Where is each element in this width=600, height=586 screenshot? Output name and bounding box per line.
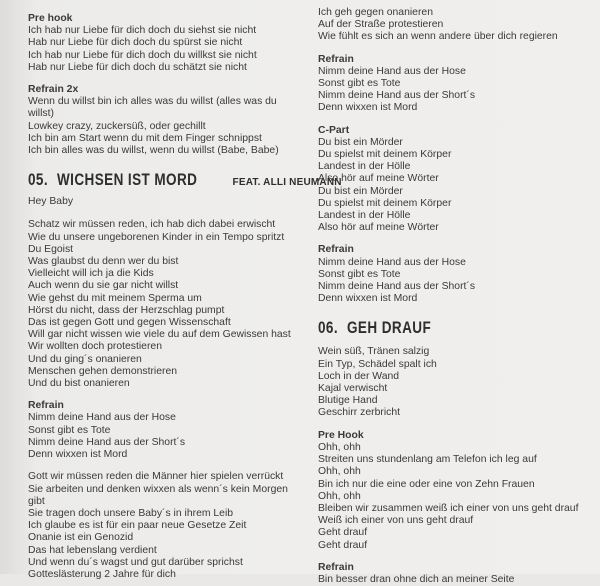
song-number: 05. <box>28 171 49 190</box>
section-heading: Refrain <box>318 244 354 256</box>
lyric-line: Du spielst mit deinem Körper <box>318 149 452 161</box>
section-heading: Pre Hook <box>318 429 364 441</box>
refrain-lines <box>318 257 593 306</box>
section-heading: Refrain <box>318 561 354 573</box>
lyric-line: Bin ich nur die eine oder eine von Zehn Frauen <box>318 478 535 490</box>
lyric-line: Sonst gibt es Tote <box>28 424 111 436</box>
lyric-line: Ohh, ohh <box>318 490 361 502</box>
lyric-line: Gotteslästerung 2 Jahre für dich <box>28 568 176 580</box>
song-name: WICHSEN IST MORD <box>56 171 198 190</box>
lyric-line: Das hat lebenslang verdient <box>28 544 157 556</box>
lyric-line: Wein süß, Tränen salzig <box>318 346 430 358</box>
lyric-line: Du bist ein Mörder <box>318 185 403 197</box>
refrain2x-lines <box>28 96 310 157</box>
lyric-line: Loch in der Wand <box>318 370 400 382</box>
lyric-line: Hab nur Liebe für dich doch du schätzt sie nicht <box>28 61 247 73</box>
section-heading: Refrain <box>28 400 64 412</box>
lyric-line: Geschirr zerbricht <box>318 407 400 419</box>
song-feature: FEAT. ALLI NEUMANN <box>232 177 342 189</box>
song-number: 06. <box>318 319 339 338</box>
verse2-lines <box>28 471 310 581</box>
lyric-line: Wie gehst du mit meinem Sperma um <box>28 292 202 304</box>
lyric-line: willst) <box>28 108 54 120</box>
lyric-line: Du spielst mit deinem Körper <box>318 197 452 209</box>
lyric-line: Und du bist onanieren <box>28 378 130 390</box>
refrain-lines <box>28 412 310 461</box>
lyric-line: Ich geh gegen onanieren <box>318 7 433 18</box>
lyric-line: Nimm deine Hand aus der Hose <box>318 256 466 268</box>
lyric-line: Sie arbeiten und denken wixxen als wenn´s kein Morgen <box>28 483 288 495</box>
lyric-line: Hab nur Liebe für dich doch du spürst sie nicht <box>28 37 243 49</box>
lyric-line: Bleiben wir zusammen weiß ich einer von uns geht drauf <box>318 502 579 514</box>
lyric-line: Denn wixxen ist Mord <box>318 102 418 114</box>
song-title <box>318 319 593 338</box>
lyric-line: Wenn du willst bin ich alles was du willst (alles was du <box>28 96 277 108</box>
lyric-line: Vielleicht will ich ja die Kids <box>28 268 154 280</box>
lyric-line: Lowkey crazy, zuckersüß, oder gechillt <box>28 120 206 132</box>
lyric-line: Was glaubst du denn wer du bist <box>28 256 179 268</box>
lyric-line: Und du ging´s onanieren <box>28 353 142 365</box>
lyric-line: Geht drauf <box>318 527 368 539</box>
lyric-line: Denn wixxen ist Mord <box>318 293 418 305</box>
lyric-line: Blutige Hand <box>318 395 378 407</box>
lyric-line: Nimm deine Hand aus der Short´s <box>28 436 186 448</box>
cpart-lines <box>318 137 593 235</box>
lyric-line: Sonst gibt es Tote <box>318 268 401 280</box>
section-heading: Refrain 2x <box>28 84 79 96</box>
lyric-line: Das ist gegen Gott und gegen Wissenschaft <box>28 317 231 329</box>
prehook-lines <box>28 25 310 74</box>
song-title <box>28 171 342 190</box>
lyric-line: Bin besser dran ohne dich an meiner Seite <box>318 573 515 585</box>
lyric-line: Also hör auf meine Wörter <box>318 173 439 185</box>
lyric-line: Also hör auf meine Wörter <box>318 222 439 234</box>
lyric-line: Wir wollten doch protestieren <box>28 341 162 353</box>
lyric-line: Ich hab nur Liebe für dich doch du willkst sie nicht <box>28 49 257 61</box>
lyric-line: Auch wenn du sie gar nicht willst <box>28 280 179 292</box>
lyric-line: Nimm deine Hand aus der Hose <box>28 412 176 424</box>
lyric-line: Ohh, ohh <box>318 441 361 453</box>
section-heading: Pre hook <box>28 13 73 24</box>
lyric-line: Ohh, ohh <box>318 466 361 478</box>
lyric-line: Hörst du nicht, dass der Herzschlag pumpt <box>28 304 225 316</box>
prehook06-lines <box>318 442 593 552</box>
lyric-line: Ich bin am Start wenn du mit dem Finger schnippst <box>28 132 262 144</box>
lyric-line: Ich bin alles was du willst, wenn du willst (Babe, Babe) <box>28 145 279 157</box>
lyric-line: Und wenn du´s wagst und gut darüber sprichst <box>28 556 243 568</box>
section-heading: C-Part <box>318 124 350 136</box>
lyric-line: Landest in der Hölle <box>318 161 411 173</box>
lyric-line: Onanie ist ein Genozid <box>28 532 134 544</box>
lyric-line: gibt <box>28 495 45 507</box>
lyric-line: Sonst gibt es Tote <box>318 78 401 90</box>
lyric-line: Kajal verwischt <box>318 383 388 395</box>
refrain-lines <box>318 66 593 115</box>
lyric-line: Ein Typ, Schädel spalt ich <box>318 358 437 370</box>
lyric-line: Landest in der Hölle <box>318 210 411 222</box>
lyric-line: Will gar nicht wissen wie viele du auf dem Gewissen hast <box>28 329 291 341</box>
right-column <box>318 0 593 586</box>
lyric-line: Auf der Straße protestieren <box>318 19 444 31</box>
lyric-line: Du bist ein Mörder <box>318 136 403 148</box>
verse-end-lines <box>318 7 593 44</box>
song-name: GEH DRAUF <box>346 319 432 338</box>
lyric-line: Hey Baby <box>28 196 74 208</box>
section-heading: Refrain <box>318 53 354 65</box>
lyric-line: Gott wir müssen reden die Männer hier spielen verrückt <box>28 471 284 483</box>
lyric-line: Sie tragen doch unsere Baby´s in ihrem Leib <box>28 507 234 519</box>
lyric-line: Menschen gehen demonstrieren <box>28 365 178 377</box>
lyric-line: Geht drauf <box>318 539 368 551</box>
lyric-line: Streiten uns stundenlang am Telefon ich leg auf <box>318 454 537 466</box>
verse-lines <box>28 219 310 390</box>
verse06-lines <box>318 346 593 419</box>
lyric-line: Wie du unsere ungeborenen Kinder in ein Tempo spritzt <box>28 231 285 243</box>
lyric-line: Ich hab nur Liebe für dich doch du siehst sie nicht <box>28 25 257 37</box>
lyric-line: Denn wixxen ist Mord <box>28 449 128 461</box>
lyric-line: Wie fühlt es sich an wenn andere über dich regieren <box>318 31 558 43</box>
lyric-line: Nimm deine Hand aus der Short´s <box>318 281 476 293</box>
lyric-line: Ich glaube es ist für ein paar neue Gesetze Zeit <box>28 520 247 532</box>
lyric-line: Nimm deine Hand aus der Hose <box>318 65 466 77</box>
lyric-line: Schatz wir müssen reden, ich hab dich dabei erwischt <box>28 219 276 231</box>
lyric-line: Weiß ich einer von uns geht drauf <box>318 515 474 527</box>
lyric-line: Du Egoist <box>28 243 74 255</box>
lyric-line: Nimm deine Hand aus der Short´s <box>318 90 476 102</box>
